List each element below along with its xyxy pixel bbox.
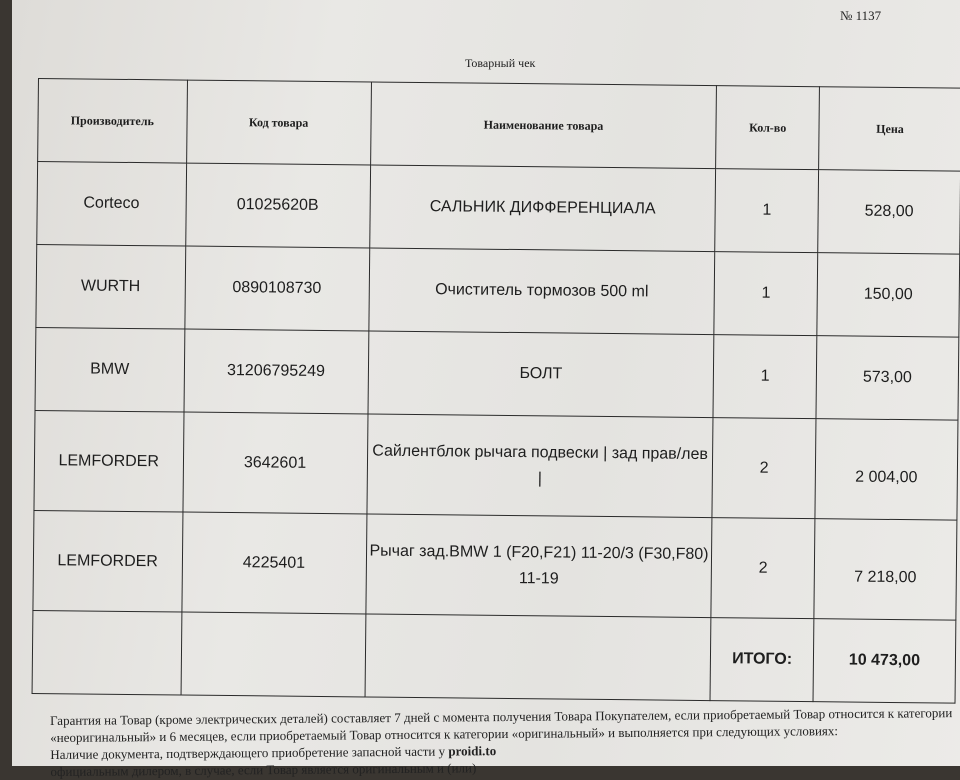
cell-qty: 1 [715, 169, 818, 253]
header-name: Наименование товара [370, 82, 717, 169]
warranty-line-2: «неоригинальный» и 6 месяцев, если приобретаемый Товар относится к категории «оригинальный» и выполняется при следующих условиях: [50, 723, 839, 745]
table-row [36, 244, 960, 337]
cell-code: 01025620B [185, 163, 370, 248]
header-manufacturer: Производитель [38, 79, 187, 164]
cell-manufacturer: WURTH [36, 244, 185, 329]
cell-name: Очиститель тормозов 500 ml [368, 248, 715, 335]
cell-price: 2 004,00 [815, 419, 958, 520]
cell-qty: 1 [713, 335, 816, 419]
cell-code: 31206795249 [184, 329, 369, 414]
receipt-table [32, 78, 960, 704]
warranty-line-3-text: Наличие документа, подтверждающего приобретение запасной части у [50, 743, 449, 762]
cell-qty: 2 [711, 518, 815, 619]
cell-name: Рычаг зад.BMW 1 (F20,F21) 11-20/3 (F30,F80) 11-19 [365, 514, 712, 618]
cell-price: 528,00 [818, 170, 960, 254]
cell-manufacturer: LEMFORDER [34, 410, 184, 512]
receipt-number: № 1137 [840, 8, 882, 23]
header-qty: Кол-во [716, 86, 819, 170]
cell-manufacturer: BMW [35, 327, 184, 412]
cell-manufacturer: LEMFORDER [33, 510, 183, 612]
warranty-line-4: официальным дилером, в случае, если Товар является оригинальным и (или) [50, 760, 477, 779]
cell-code: 3642601 [182, 412, 367, 514]
header-price: Цена [819, 87, 960, 171]
cell-price: 573,00 [816, 336, 959, 420]
total-row [32, 610, 956, 703]
table-row [34, 410, 958, 520]
total-label: ИТОГО: [710, 618, 813, 702]
empty-cell [32, 610, 181, 695]
cell-name: Сайлентблок рычага подвески | зад прав/лев | [367, 414, 714, 518]
cell-code: 4225401 [181, 512, 366, 614]
cell-price: 7 218,00 [814, 519, 957, 620]
cell-manufacturer: Corteco [37, 162, 186, 247]
empty-cell [181, 612, 366, 697]
cell-qty: 1 [714, 252, 817, 336]
cell-name: БОЛТ [368, 331, 715, 418]
total-value: 10 473,00 [813, 619, 956, 703]
table-header-row [38, 79, 960, 172]
cell-price: 150,00 [817, 253, 960, 337]
header-code: Код товара [186, 80, 371, 165]
table-row [35, 327, 959, 420]
cell-qty: 2 [712, 418, 816, 519]
warranty-line-1: Гарантия на Товар (кроме электрических деталей) составляет 7 дней с момента получения Товара Покупателем, если приобретаемый Товар относится к категории [50, 705, 953, 728]
empty-cell [365, 614, 712, 701]
table-row [37, 162, 960, 255]
cell-name: САЛЬНИК ДИФФЕРЕНЦИАЛА [369, 165, 716, 252]
table-row [33, 510, 957, 620]
receipt-title: Товарный чек [465, 56, 536, 70]
store-brand: proidi.to [448, 743, 497, 759]
warranty-text [50, 704, 960, 780]
cell-code: 0890108730 [184, 246, 369, 331]
receipt-paper [12, 0, 960, 779]
